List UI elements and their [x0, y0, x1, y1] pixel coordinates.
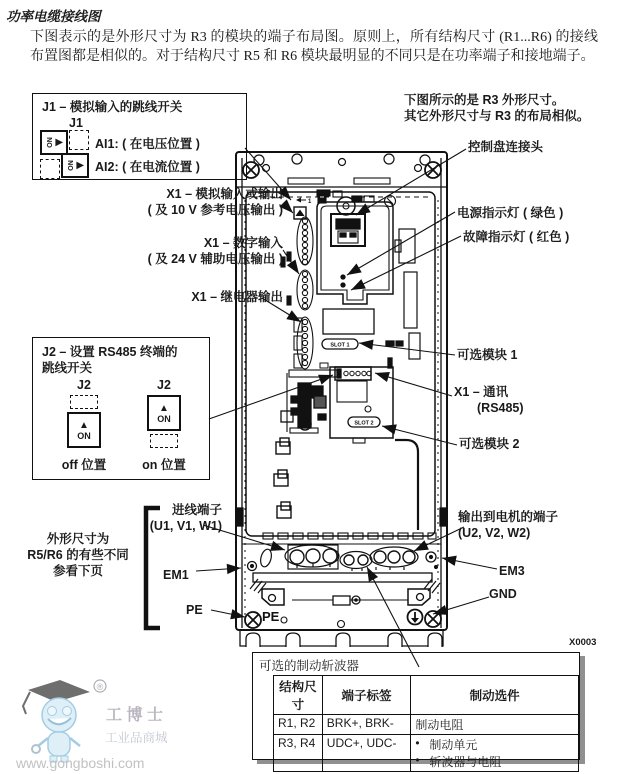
callout-em1: EM1: [163, 568, 189, 582]
mounting-clips: [274, 438, 291, 518]
board-components-right: [395, 229, 420, 359]
callout-opt-module-1: 可选模块 1: [457, 348, 518, 362]
callout-fault-led: 故障指示灯 ( 红色 ): [463, 230, 570, 244]
brake-chopper-box: [252, 652, 580, 769]
intro-paragraph: 下图表示的是外形尺寸为 R3 的模块的端子布局图。原则上，所有结构尺寸 (R1...R6) 的接线布置图都是相似的。对于结构尺寸 R5 和 R6 模块最明显的不同只是在功率端子和接地端子。: [30, 30, 598, 64]
col-frame-size: 结构尺寸: [274, 676, 323, 715]
callout-em3: EM3: [499, 564, 525, 578]
triangle-right-icon: ▶: [55, 136, 64, 148]
panel-connector: [331, 214, 365, 246]
triangle-up-icon: ▲: [159, 402, 169, 414]
col-brake-option: 制动选件: [411, 676, 579, 715]
mascot-icon: [23, 680, 90, 762]
callout-output-terminals: 输出到电机的端子 (U2, V2, W2): [458, 510, 559, 540]
j2-jumper-legend-box: [32, 337, 210, 480]
watermark-url: www.gongboshi.com: [16, 755, 145, 771]
callout-power-led: 电源指示灯 ( 绿色 ): [457, 206, 564, 220]
callout-gnd: GND: [489, 587, 517, 601]
frame-size-note: 下图所示的是 R3 外形尺寸。 其它外形尺寸与 R3 的布局相似。: [404, 93, 590, 123]
jumper-empty-icon: [70, 395, 98, 409]
jumper-empty-icon: [40, 159, 60, 179]
jumper-on-icon: ▲ ON: [67, 412, 101, 448]
table-header-row: [274, 676, 579, 715]
bottom-clamp-plate: [240, 630, 443, 647]
j1-box-title: J1 – 模拟输入的跳线开关: [42, 100, 183, 114]
j2-off-caption: off 位置: [61, 458, 107, 472]
j2-off-position: J2 ▲ ON off 位置: [53, 378, 115, 473]
watermark-logo: [10, 674, 180, 774]
bullet-icon: •: [415, 736, 420, 750]
watermark-brand: 工 博 士: [106, 707, 163, 724]
bullet-icon: •: [415, 753, 420, 767]
callout-x1-relay: X1 – 继电器输出: [191, 290, 283, 304]
callout-x1-comm: X1 – 通讯 (RS485): [454, 385, 524, 415]
led-indicators: [341, 275, 345, 287]
page-title: 功率电缆接线图: [6, 9, 101, 24]
j1-row-ai2: [40, 153, 200, 178]
rail-clamp-left: [236, 508, 243, 526]
callout-input-terminals: 进线端子 (U1, V1, W1): [149, 503, 222, 533]
j2-box-title: J2 – 设置 RS485 终端的 跳线开关: [42, 345, 178, 375]
j1-jumper-on-board: [294, 198, 306, 220]
pe-inner-label: PE: [262, 609, 280, 624]
j1-mark-label: 1: [308, 199, 312, 205]
col-terminal-label: 端子标签: [322, 676, 411, 715]
callout-panel-connector: 控制盘连接头: [468, 140, 544, 154]
figure-code: X0003: [569, 637, 597, 648]
watermark-reg: ®: [96, 682, 104, 692]
jumper-on-icon: ▲ ON: [147, 395, 181, 431]
j2-on-position: J2 ▲ ON on 位置: [133, 378, 195, 473]
slot2-label: SLOT 2: [354, 420, 374, 427]
jumper-empty-icon: [150, 434, 178, 448]
j1-ai1-label: AI1: ( 在电压位置 ): [95, 136, 200, 151]
j1-row-ai1: [40, 130, 200, 155]
table-row: R1, R2 BRK+, BRK- 制动电阻: [274, 715, 579, 735]
jumper-on-icon: ON ▶: [61, 153, 89, 178]
jumper-on-icon: ON ▶: [40, 130, 68, 155]
callout-opt-module-2: 可选模块 2: [459, 437, 520, 451]
callout-pe: PE: [186, 603, 203, 617]
j1-jumper-legend-box: [32, 93, 247, 180]
brake-table-caption: 可选的制动斩波器: [259, 659, 360, 673]
j2-on-caption: on 位置: [142, 458, 186, 472]
cable-path: [395, 440, 418, 530]
callout-x1-analog: X1 – 模拟输入或输出 ( 及 10 V 参考电压输出 ): [147, 187, 283, 217]
triangle-right-icon: ▶: [76, 159, 85, 171]
callout-r5r6-note: 外形尺寸为 R5/R6 的有些不同 参看下页: [27, 532, 129, 578]
rail-clamp-right: [440, 508, 447, 526]
callout-x1-digital: X1 – 数字输入 ( 及 24 V 辅助电压输出 ): [147, 236, 283, 266]
triangle-up-icon: ▲: [79, 419, 89, 431]
j1-label: J1: [69, 116, 83, 130]
ground-icon: [408, 610, 423, 625]
brake-options-table: [273, 675, 579, 772]
screw-icon: [243, 162, 441, 628]
jumper-empty-icon: [69, 130, 89, 150]
table-row: R3, R4 UDC+, UDC- • 制动单元 • 斩波器与电阻: [274, 735, 579, 772]
watermark-subtitle: 工业品商城: [105, 731, 168, 745]
j1-ai2-label: AI2: ( 在电流位置 ): [95, 159, 200, 174]
slot1-label: SLOT 1: [330, 342, 350, 349]
